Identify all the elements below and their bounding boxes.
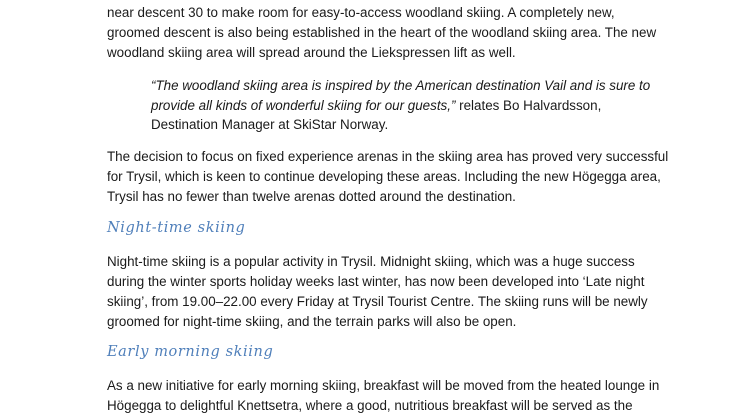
arenas-paragraph [107, 147, 669, 207]
text-line: woodland skiing area will spread around the Liekspressen lift as well. [107, 45, 516, 60]
text-line: Trysil has no fewer than twelve arenas dotted around the destination. [107, 189, 516, 204]
text-line: Högegga to delightful Knettsetra, where a good, nutritious breakfast will be served as the [107, 398, 633, 413]
text-line: As a new initiative for early morning skiing, breakfast will be moved from the heated lounge in [107, 378, 660, 393]
early-morning-paragraph [107, 376, 660, 416]
text-line: skiing’, from 19.00–22.00 every Friday at Trysil Tourist Centre. The skiing runs will be newly [107, 294, 648, 309]
intro-paragraph [107, 3, 657, 63]
night-time-paragraph [107, 252, 648, 332]
text-line: The decision to focus on fixed experience arenas in the skiing area has proved very successful [107, 149, 669, 164]
quote-text-italic: “The woodland skiing area is inspired by the American destination Vail and is sure to [151, 78, 651, 93]
text-line: groomed descent is also being established in the heart of the woodland skiing area. The new [107, 25, 657, 40]
text-line: near descent 30 to make room for easy-to-access woodland skiing. A completely new, [107, 5, 615, 20]
section-heading-night-time-skiing: Night-time skiing [107, 220, 246, 236]
quote-text-italic: provide all kinds of wonderful skiing for our guests,” [151, 97, 456, 113]
block-quote [151, 76, 651, 135]
quote-attribution: relates Bo Halvardsson, [455, 97, 602, 113]
text-line: Night-time skiing is a popular activity in Trysil. Midnight skiing, which was a huge success [107, 254, 635, 269]
text-line: for Trysil, which is keen to continue developing these areas. Including the new Högegga area, [107, 169, 661, 184]
quote-line [151, 96, 651, 116]
section-heading-early-morning-skiing: Early morning skiing [107, 344, 274, 360]
text-line: groomed for night-time skiing, and the terrain parks will also be open. [107, 314, 517, 329]
text-line: during the winter sports holiday weeks last winter, has now been developed into ‘Late night [107, 274, 645, 289]
quote-line [151, 76, 651, 96]
quote-attribution: Destination Manager at SkiStar Norway. [151, 117, 389, 132]
